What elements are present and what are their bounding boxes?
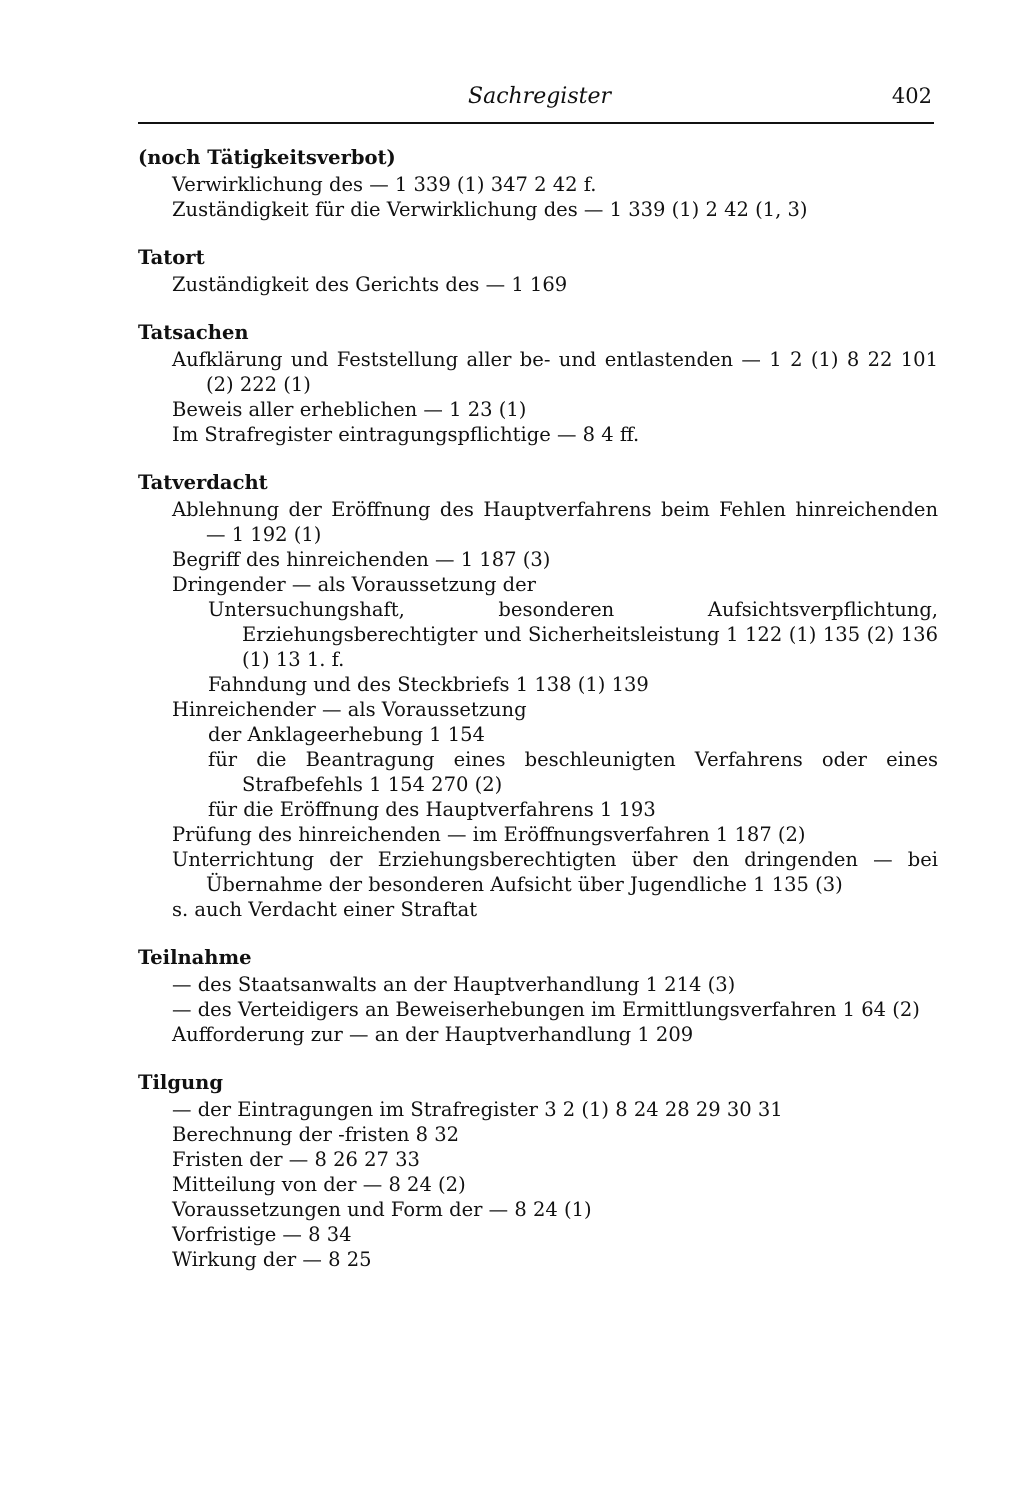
subentry: Dringender — als Voraussetzung der <box>172 573 536 596</box>
subentry-level2: für die Beantragung eines beschleunigten Verfahrens oder eines Strafbefehls 1 154 270 (2) <box>208 748 938 796</box>
subentry-level2: Untersuchungshaft, besonderen Aufsichtsverpflichtung, Erziehungsberechtigter und Sicherheitsleistung 1 122 (1) 135 (2) 136 (1) 13 1. f. <box>208 598 938 671</box>
subentry: — des Verteidigers an Beweiserhebungen im Ermittlungsverfahren 1 64 (2) <box>172 998 920 1021</box>
subentry-level2: Fahndung und des Steckbriefs 1 138 (1) 139 <box>208 673 649 696</box>
subentry: Zuständigkeit für die Verwirklichung des — 1 339 (1) 2 42 (1, 3) <box>172 198 808 221</box>
index-content <box>138 144 938 1294</box>
subentry: Berechnung der -fristen 8 32 <box>172 1123 460 1146</box>
index-entry <box>138 244 938 297</box>
cross-reference: s. auch Verdacht einer Straftat <box>172 898 478 921</box>
subentry: Wirkung der — 8 25 <box>172 1248 372 1271</box>
entry-heading: (noch Tätigkeitsverbot) <box>138 146 396 169</box>
running-title: Sachregister <box>468 84 611 109</box>
page-header <box>138 82 934 124</box>
subentry: Ablehnung der Eröffnung des Hauptverfahrens beim Fehlen hinreichenden — 1 192 (1) <box>172 498 938 546</box>
subentry: Voraussetzungen und Form der — 8 24 (1) <box>172 1198 592 1221</box>
subentry: Beweis aller erheblichen — 1 23 (1) <box>172 398 527 421</box>
subentry-level2: für die Eröffnung des Hauptverfahrens 1 193 <box>208 798 656 821</box>
subentry: — der Eintragungen im Strafregister 3 2 (1) 8 24 28 29 30 31 <box>172 1098 783 1121</box>
subentry: Aufforderung zur — an der Hauptverhandlung 1 209 <box>172 1023 694 1046</box>
subentry: Aufklärung und Feststellung aller be- und entlastenden — 1 2 (1) 8 22 101 (2) 222 (1) <box>172 348 938 396</box>
subentry: Vorfristige — 8 34 <box>172 1223 352 1246</box>
entry-heading: Tilgung <box>138 1071 223 1094</box>
subentry: Unterrichtung der Erziehungsberechtigten über den dringenden — bei Übernahme der besonderen Aufsicht über Jugendliche 1 135 (3) <box>172 848 938 896</box>
index-entry <box>138 469 938 922</box>
subentry: Verwirklichung des — 1 339 (1) 347 2 42 f. <box>172 173 597 196</box>
subentry: Mitteilung von der — 8 24 (2) <box>172 1173 466 1196</box>
entry-heading: Tatort <box>138 246 205 269</box>
subentry: Hinreichender — als Voraussetzung <box>172 698 527 721</box>
subentry: Begriff des hinreichenden — 1 187 (3) <box>172 548 551 571</box>
subentry: Fristen der — 8 26 27 33 <box>172 1148 420 1171</box>
index-entry <box>138 144 938 222</box>
index-entry <box>138 944 938 1047</box>
entry-heading: Tatverdacht <box>138 471 268 494</box>
subentry: Prüfung des hinreichenden — im Eröffnungsverfahren 1 187 (2) <box>172 823 806 846</box>
page-number: 402 <box>891 84 932 108</box>
entry-heading: Teilnahme <box>138 946 252 969</box>
index-entry <box>138 319 938 447</box>
subentry: Im Strafregister eintragungspflichtige — 8 4 ff. <box>172 423 640 446</box>
entry-heading: Tatsachen <box>138 321 249 344</box>
subentry: — des Staatsanwalts an der Hauptverhandlung 1 214 (3) <box>172 973 736 996</box>
subentry: Zuständigkeit des Gerichts des — 1 169 <box>172 273 568 296</box>
index-entry <box>138 1069 938 1272</box>
subentry-level2: der Anklageerhebung 1 154 <box>208 723 485 746</box>
